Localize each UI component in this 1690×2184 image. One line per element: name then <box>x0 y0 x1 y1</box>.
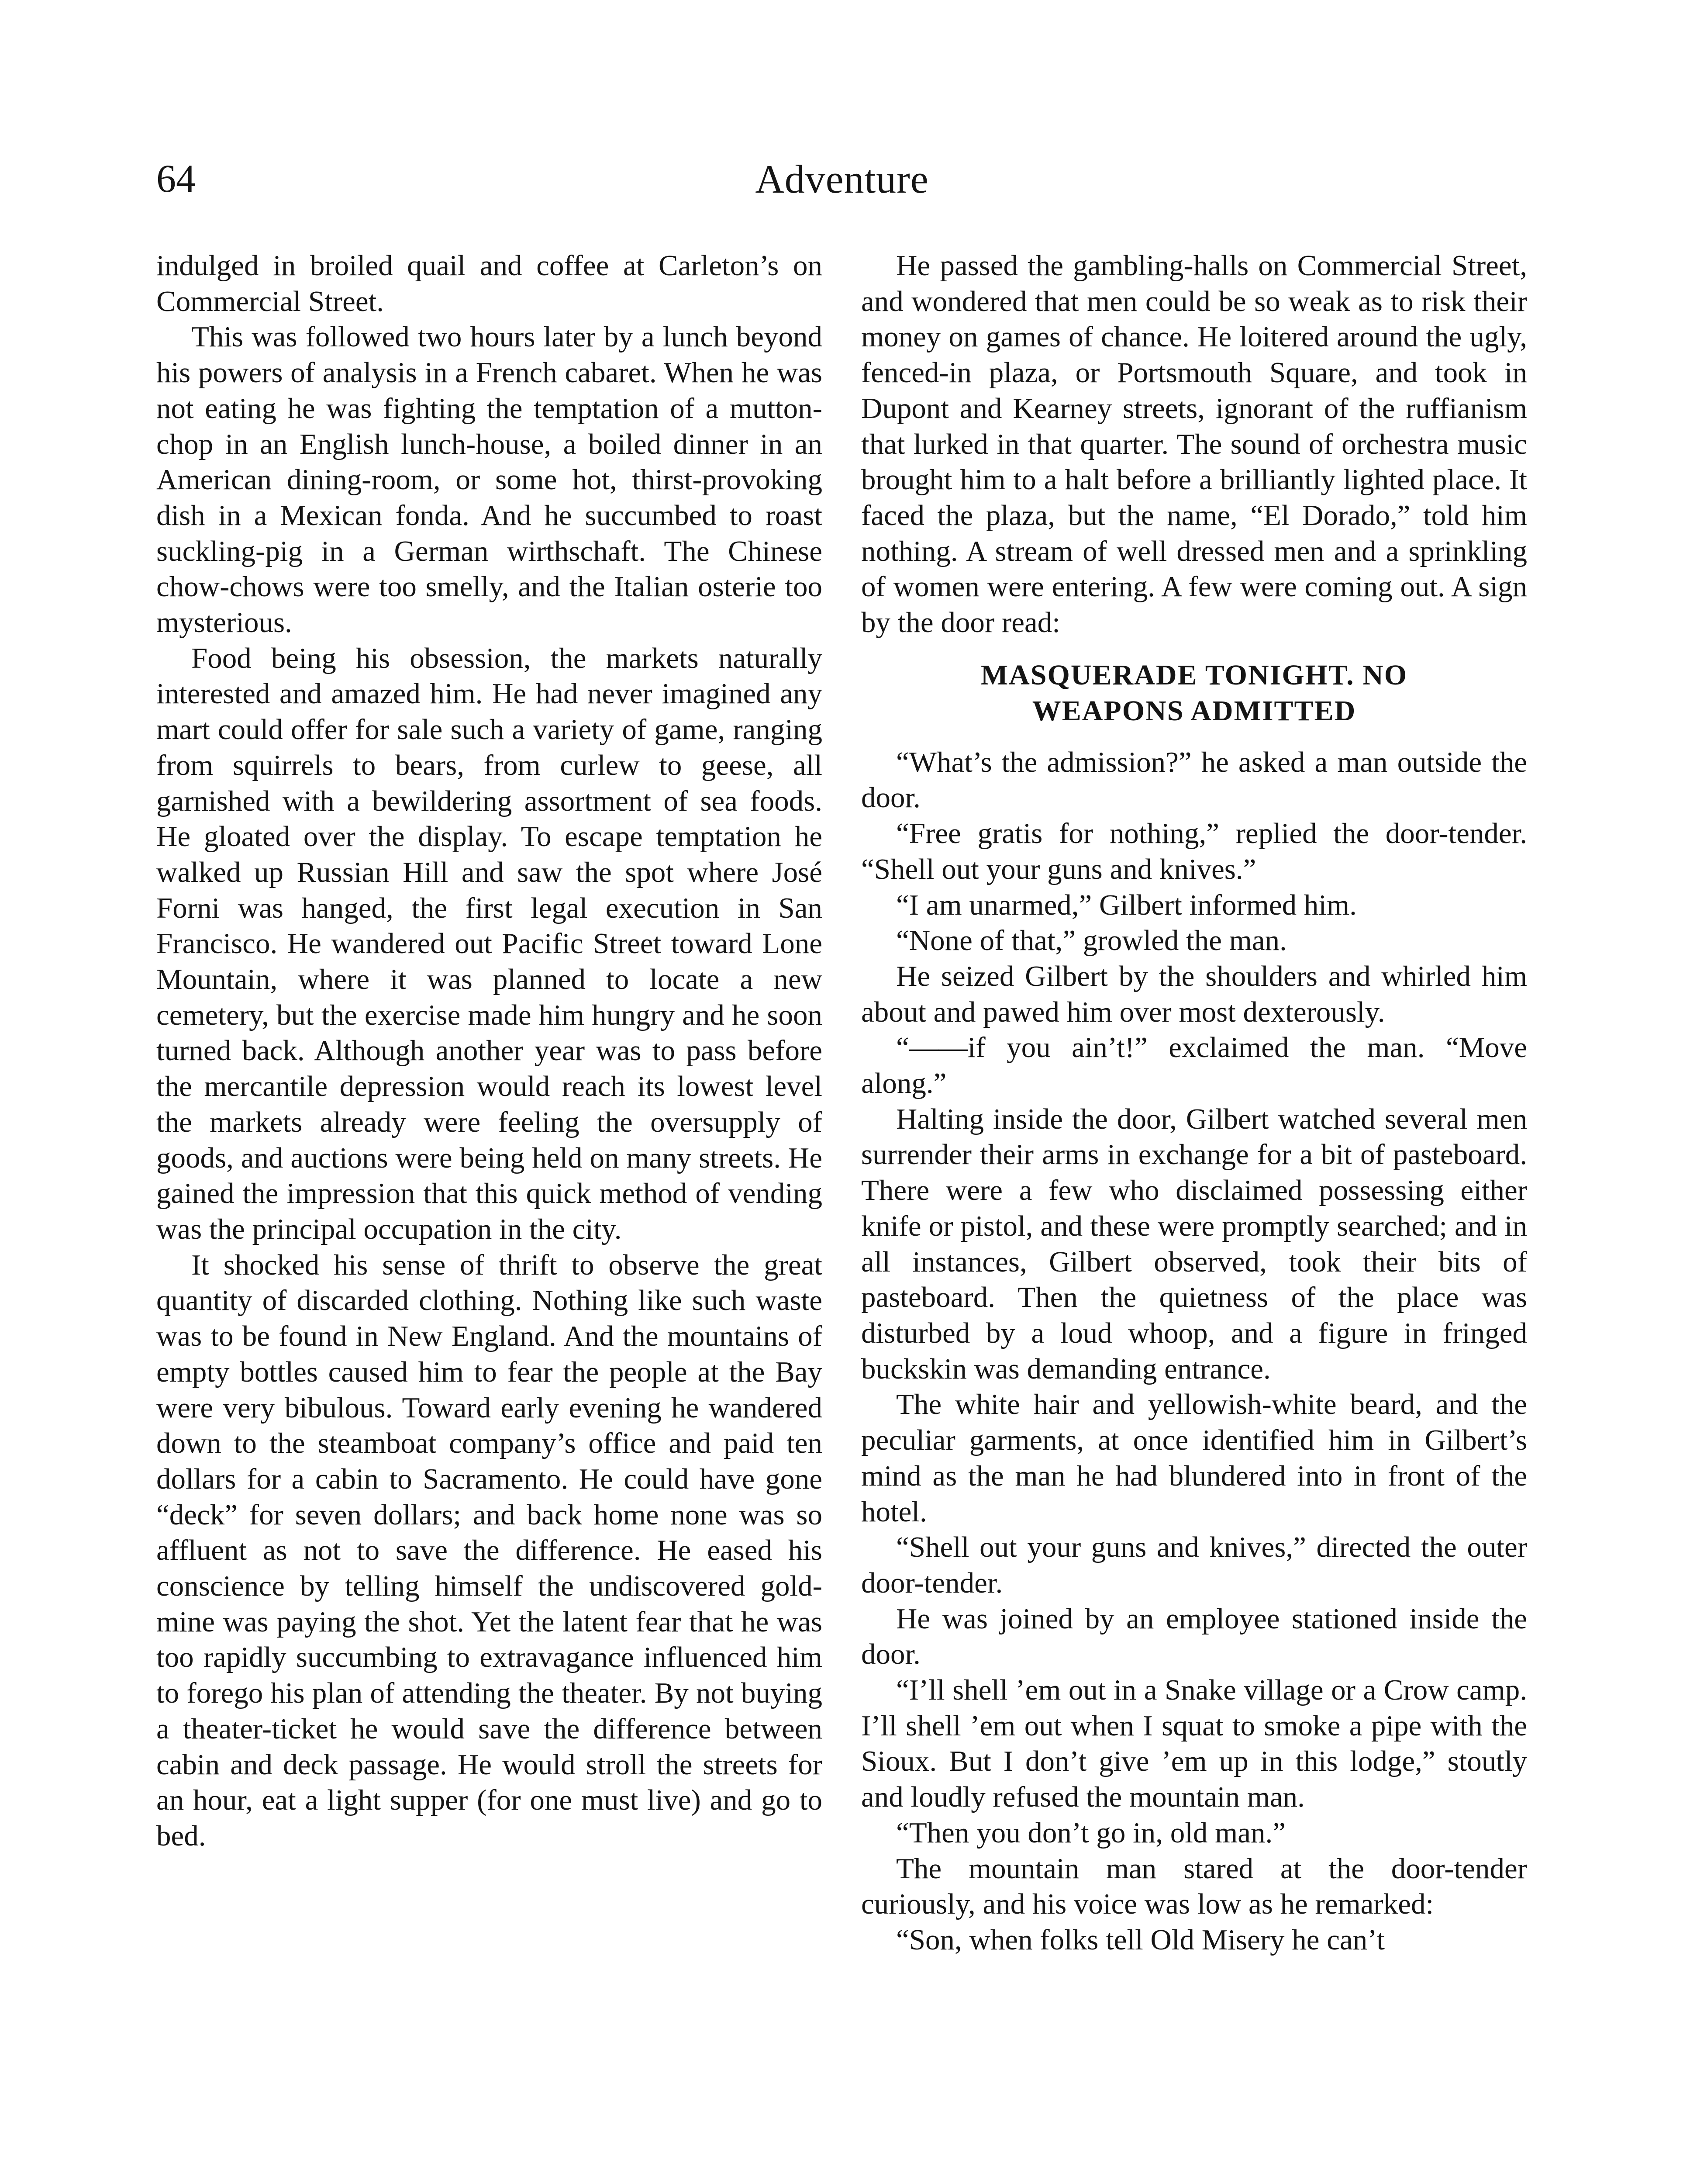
right-column <box>861 248 1527 2184</box>
paragraph: “I am unarmed,” Gilbert informed him. <box>896 888 1357 921</box>
paragraph: Food being his obsession, the markets naturally interested and amazed him. He had never imagined any mart could offer for sale such a variety of game, ranging from squirrels to bears, from curlew to geese, all garnished with a bewildering assortment of sea foods. He gloated over the display. To escape temptation he walked up Russian Hill and saw the spot where José Forni was hanged, the first legal execution in San Francisco. He wandered out Pacific Street toward Lone Mountain, where it was planned to locate a new cemetery, but the exercise made him hungry and he soon turned back. Although another year was to pass before the mercantile depression would reach its lowest level the markets already were feeling the oversupply of goods, and auctions were being held on many streets. He gained the impression that this quick method of vending was the principal occupation in the city. <box>156 642 822 1245</box>
paragraph: indulged in broiled quail and coffee at Carleton’s on Commercial Street. <box>156 249 822 318</box>
paragraph: “Son, when folks tell Old Misery he can’t <box>896 1923 1385 1956</box>
paragraph: “Shell out your guns and knives,” directed the outer door-tender. <box>861 1531 1527 1599</box>
paragraph: “——if you ain’t!” exclaimed the man. “Move along.” <box>861 1031 1527 1100</box>
paragraph: He passed the gambling-halls on Commercial Street, and wondered that men could be so weak as to risk their money on games of chance. He loitered around the ugly, fenced-in plaza, or Portsmouth Square, and took in Dupont and Kearney streets, ignorant of the ruffianism that lurked in that quarter. The sound of orchestra music brought him to a halt before a brilliantly lighted place. It faced the plaza, but the name, “El Dorado,” told him nothing. A stream of well dressed men and a sprinkling of women were entering. A few were coming out. A sign by the door read: <box>861 249 1527 639</box>
paragraph: The mountain man stared at the door-tender curiously, and his voice was low as he remarked: <box>861 1852 1527 1921</box>
paragraph: He was joined by an employee stationed inside the door. <box>861 1602 1527 1671</box>
paragraph: The white hair and yellowish-white beard, and the peculiar garments, at once identified him in Gilbert’s mind as the man he had blundered into in front of the hotel. <box>861 1388 1527 1528</box>
paragraph: It shocked his sense of thrift to observe the great quantity of discarded clothing. Nothing like such waste was to be found in New England. And the mountains of empty bottles caused him to fear the people at the Bay were very bibulous. Toward early evening he wandered down to the steamboat company’s office and paid ten dollars for a cabin to Sacramento. He could have gone “deck” for seven dollars; and back home none was so affluent as not to save the difference. He eased his conscience by telling himself the undiscovered gold-mine was paying the shot. Yet the latent fear that he was too rapidly succumbing to extravagance influenced him to forego his plan of attending the theater. By not buying a theater-ticket he would save the difference between cabin and deck passage. He would stroll the streets for an hour, eat a light supper (for one must live) and go to bed. <box>156 1248 822 1852</box>
page-number: 64 <box>156 157 196 200</box>
paragraph: He seized Gilbert by the shoulders and whirled him about and pawed him over most dexterously. <box>861 960 1527 1028</box>
paragraph: “I’ll shell ’em out in a Snake village or a Crow camp. I’ll shell ’em out when I squat to smoke a pipe with the Sioux. But I don’t give ’em up in this lodge,” stoutly and loudly refused the mountain man. <box>861 1674 1527 1814</box>
page-header <box>156 155 1528 207</box>
running-head-title: Adventure <box>755 157 929 201</box>
sign-line-2: WEAPONS ADMITTED <box>1032 695 1356 727</box>
paragraph: “None of that,” growled the man. <box>896 924 1287 957</box>
sign-line-1: MASQUERADE TONIGHT. NO <box>980 659 1408 691</box>
masquerade-sign <box>861 657 1527 729</box>
left-column <box>156 248 822 2184</box>
paragraph: “What’s the admission?” he asked a man outside the door. <box>861 746 1527 814</box>
paragraph: This was followed two hours later by a lunch beyond his powers of analysis in a French cabaret. When he was not eating he was fighting the temptation of a mutton-chop in an English lunch-house, a boiled dinner in an American dining-room, or some hot, thirst-provoking dish in a Mexican fonda. And he succumbed to roast suckling-pig in a German wirthschaft. The Chinese chow-chows were too smelly, and the Italian osterie too mysterious. <box>156 321 822 639</box>
paragraph: “Then you don’t go in, old man.” <box>896 1816 1286 1849</box>
paragraph: Halting inside the door, Gilbert watched several men surrender their arms in exchange for a bit of pasteboard. There were a few who disclaimed possessing either knife or pistol, and these were promptly searched; and in all instances, Gilbert observed, took their bits of pasteboard. Then the quietness of the place was disturbed by a loud whoop, and a figure in fringed buckskin was demanding entrance. <box>861 1102 1527 1385</box>
paragraph: “Free gratis for nothing,” replied the door-tender. “Shell out your guns and knives.” <box>861 817 1527 885</box>
